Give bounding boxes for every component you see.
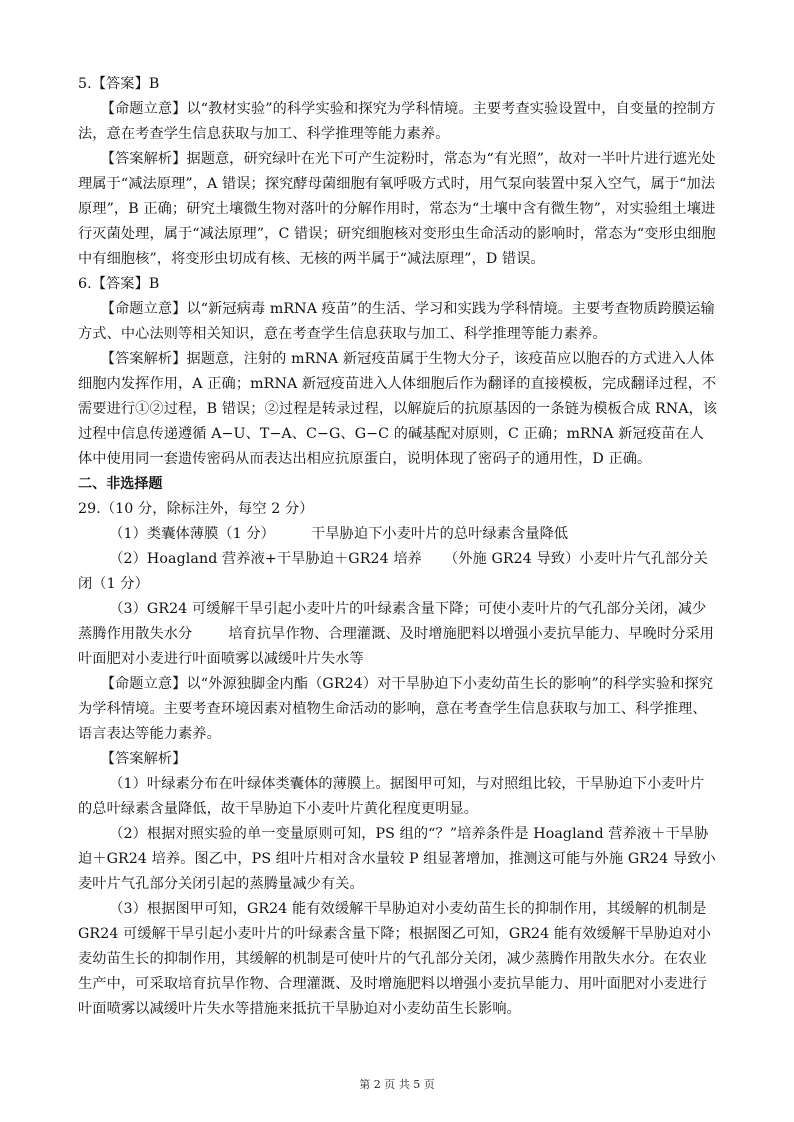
q29-a3-label: （3）GR24 可缓解干旱引起小麦叶片的叶绿素含量下降；可使小麦叶片的气孔部分关闭，减少蒸腾作用散失水分 (78, 601, 707, 642)
section-heading: 二、非选择题 (78, 476, 163, 492)
q29-a1-rest: 干旱胁迫下小麦叶片的总叶绿素含量降低 (310, 526, 569, 542)
page-footer: 第 2 页 共 5 页 (359, 1078, 435, 1091)
q29-a3-rest: 培育抗旱作物、合理灌溉、及时增施肥料以增强小麦抗旱能力、早晚时分采用叶面肥对小麦进行叶面喷雾以减缓叶片失水等 (78, 626, 715, 667)
q5-answer: 5.【答案】B (78, 76, 160, 92)
q29-answer-3 (78, 597, 718, 672)
q29-explanation-2: （2）根据对照实验的单一变量原则可知，PS 组的“？”培养条件是 Hoagland 营养液＋干旱胁迫＋GR24 培养。图乙中，PS 组叶片相对含水量较 P 组显著增加，推测这可能与外施 GR24 导致小麦叶片气孔部分关闭引起的蒸腾量减少有关。 (78, 826, 716, 892)
q29-header: 29.（10 分，除标注外，每空 2 分） (78, 501, 314, 517)
q29-analysis-title: 【答案解析】 (100, 751, 187, 767)
q29-explanation-3: （3）根据图甲可知，GR24 能有效缓解干旱胁迫对小麦幼苗生长的抑制作用，其缓解的机制是 GR24 可缓解干旱引起小麦叶片的叶绿素含量下降；根据图乙可知，GR24 能有效缓解干旱胁迫对小麦幼苗生长的抑制作用，其缓解的机制是可使叶片的气孔部分关闭，减少蒸腾作用散失水分。在农业生产中，可采取培育抗旱作物、合理灌溉、及时增施肥料以增强小麦抗旱能力、用叶面肥对小麦进行叶面喷雾以减缓叶片失水等措施来抵抗干旱胁迫对小麦幼苗生长影响。 (78, 901, 712, 1017)
q6-answer: 6.【答案】B (78, 276, 160, 292)
q29-explanation-1: （1）叶绿素分布在叶绿体类囊体的薄膜上。据图甲可知，与对照组比较，干旱胁迫下小麦叶片的总叶绿素含量降低，故干旱胁迫下小麦叶片黄化程度更明显。 (78, 776, 705, 817)
q29-intent: 【命题立意】以“外源独脚金内酯（GR24）对干旱胁迫下小麦幼苗生长的影响”的科学实验和探究为学科情境。主要考查环境因素对植物生命活动的影响，意在考查学生信息获取与加工、科学推理、语言表达等能力素养。 (78, 676, 714, 742)
q29-a2-rest: （外施 GR24 导致）小麦叶片气孔部分关闭（1 分） (78, 551, 708, 592)
q29-answer-1 (78, 522, 718, 547)
q29-answer-2 (78, 547, 718, 597)
q29-a1-label: （1）类囊体薄膜（1 分） (109, 526, 275, 542)
answer-content (78, 72, 718, 1022)
q29-a2-label: （2）Hoagland 营养液+干旱胁迫＋GR24 培养 (109, 551, 422, 567)
q6-analysis: 【答案解析】据题意，注射的 mRNA 新冠疫苗属于生物大分子，该疫苗应以胞吞的方式进入人体细胞内发挥作用，A 正确；mRNA 新冠疫苗进入人体细胞后作为翻译的直接模板，完成翻译过程，不需要进行①②过程，B 错误；②过程是转录过程，以解旋后的抗原基因的一条链为模板合成 RNA，该过程中信息传递遵循 A−U、T−A、C−G、G−C 的碱基配对原则，C 正确；mRNA 新冠疫苗在人体中使用同一套遗传密码从而表达出相应抗原蛋白，说明体现了密码子的通用性，D 正确。 (78, 351, 718, 467)
q6-intent: 【命题立意】以“新冠病毒 mRNA 疫苗”的生活、学习和实践为学科情境。主要考查物质跨膜运输方式、中心法则等相关知识，意在考查学生信息获取与加工、科学推理等能力素养。 (78, 301, 715, 342)
q5-intent: 【命题立意】以“教材实验”的科学实验和探究为学科情境。主要考查实验设置中，自变量的控制方法，意在考查学生信息获取与加工、科学推理等能力素养。 (78, 101, 716, 142)
q5-analysis: 【答案解析】据题意，研究绿叶在光下可产生淀粉时，常态为“有光照”，故对一半叶片进行遮光处理属于“减法原理”，A 错误；探究酵母菌细胞有氧呼吸方式时，用气泵向装置中泵入空气，属于“加法原理”，B 正确；研究土壤微生物对落叶的分解作用时，常态为“土壤中含有微生物”，对实验组土壤进行灭菌处理，属于“减法原理”，C 错误；研究细胞核对变形虫生命活动的影响时，常态为“变形虫细胞中有细胞核”，将变形虫切成有核、无核的两半属于“减法原理”，D 错误。 (78, 151, 716, 267)
